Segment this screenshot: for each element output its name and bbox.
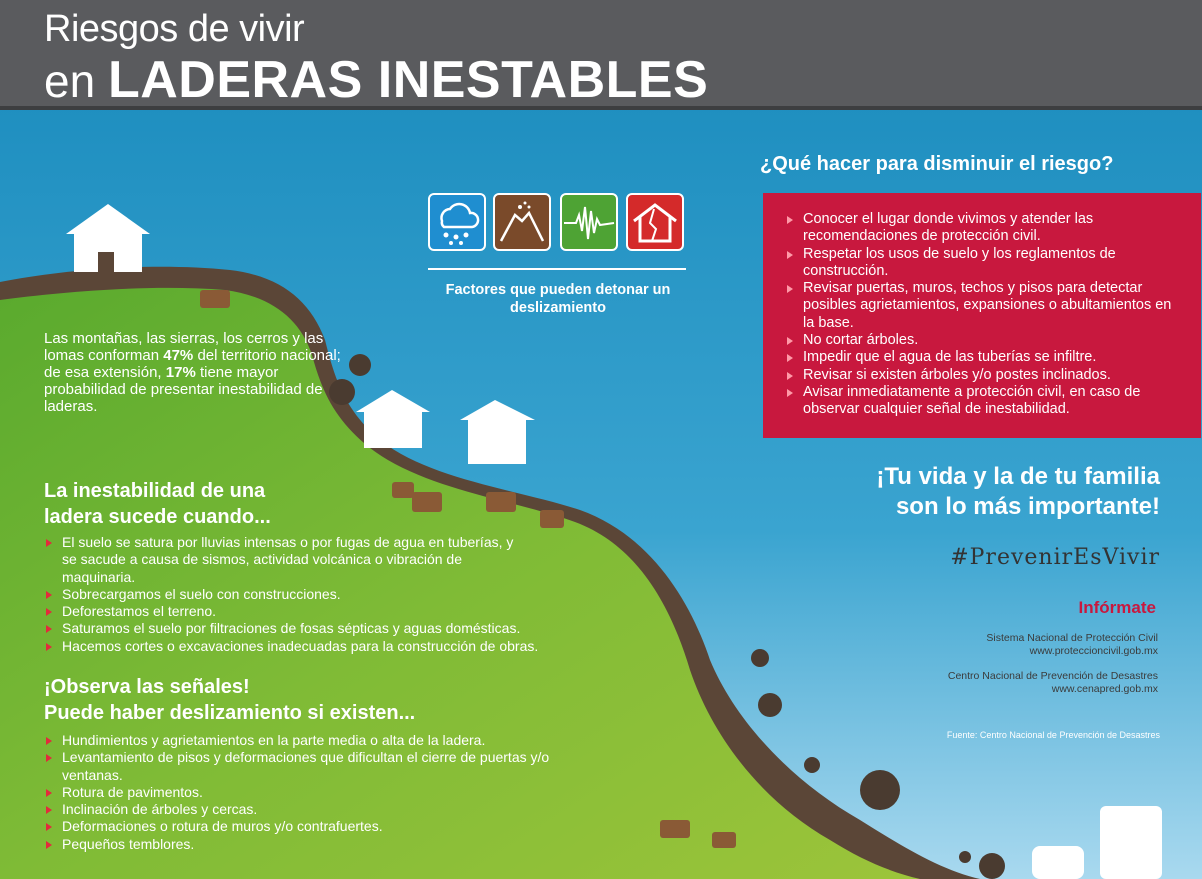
list-item: Revisar si existen árboles y/o postes inclinados. [785, 367, 1185, 384]
signals-title [44, 674, 504, 726]
signals-title-line2: Puede haber deslizamiento si existen... [44, 702, 416, 724]
actions-box [763, 193, 1201, 438]
slogan-line1: ¡Tu vida y la de tu familia [876, 463, 1160, 490]
contact-url[interactable]: www.cenapred.gob.mx [1051, 683, 1158, 695]
contact-name: Centro Nacional de Prevención de Desastres [947, 670, 1158, 682]
causes-list [44, 534, 539, 655]
list-item: Saturamos el suelo por filtraciones de fosas sépticas y aguas domésticas. [44, 620, 622, 637]
contact-cenapred [858, 670, 1158, 696]
list-item: Revisar puertas, muros, techos y pisos para detectar posibles agrietamientos, expansiones o abultamientos en la base. [785, 280, 1185, 332]
signals-title-line1: ¡Observa las señales! [44, 676, 250, 698]
list-item: Sobrecargamos el suelo con construcciones. [44, 586, 514, 603]
list-item: El suelo se satura por lluvias intensas o por fugas de agua en tuberías, y se sacude a causa de sismos, actividad volcánica o vibración de maquinaria. [44, 534, 514, 586]
list-item: Deforestamos el terreno. [44, 603, 514, 620]
rain-icon [428, 193, 486, 251]
intro-text-3: tiene mayor probabilidad de presentar inestabilidad de laderas. [44, 364, 323, 415]
title-main: LADERAS INESTABLES [107, 51, 709, 109]
causes-title: La inestabilidad de una ladera sucede cuando... [44, 480, 271, 528]
actions-list [785, 211, 1185, 419]
factors-divider [428, 268, 686, 270]
contact-name: Sistema Nacional de Protección Civil [986, 632, 1158, 644]
intro-text-2: del territorio nacional; de esa extensión, [44, 347, 341, 381]
list-item: Pequeños temblores. [44, 836, 564, 853]
list-item: Hundimientos y agrietamientos en la parte media o alta de la ladera. [44, 732, 564, 749]
title-prefix: en [44, 55, 96, 107]
list-item: Levantamiento de pisos y deformaciones que dificultan el cierre de puertas y/o ventanas. [44, 749, 564, 784]
actions-title: ¿Qué hacer para disminuir el riesgo? [760, 153, 1114, 175]
list-item: Conocer el lugar donde vivimos y atender las recomendaciones de protección civil. [785, 211, 1185, 246]
title-line1: Riesgos de vivir [44, 8, 305, 50]
title-line2 [44, 50, 708, 110]
list-item: Avisar inmediatamente a protección civil, en caso de observar cualquier señal de inestabilidad. [785, 384, 1185, 419]
contact-url[interactable]: www.proteccioncivil.gob.mx [1029, 645, 1158, 657]
list-item: Rotura de pavimentos. [44, 784, 564, 801]
damaged-house-icon [626, 193, 684, 251]
source-note: Fuente: Centro Nacional de Prevención de Desastres [946, 730, 1160, 740]
slogan-line2: son lo más importante! [895, 493, 1160, 520]
signals-list [44, 732, 564, 853]
list-item: Inclinación de árboles y cercas. [44, 801, 564, 818]
list-item: No cortar árboles. [785, 332, 1185, 349]
factors-caption: Factores que pueden detonar un deslizamiento [445, 282, 671, 316]
list-item: Hacemos cortes o excavaciones inadecuadas para la construcción de obras. [44, 638, 642, 655]
volcano-icon [493, 193, 551, 251]
intro-paragraph [44, 330, 344, 415]
contact-sinaproc [858, 632, 1158, 658]
list-item: Respetar los usos de suelo y los reglamentos de construcción. [785, 246, 1185, 281]
intro-text-1: Las montañas, las sierras, los cerros y las lomas conforman [44, 330, 324, 364]
hashtag: #PrevenirEsVivir [950, 545, 1160, 570]
list-item: Deformaciones o rotura de muros y/o contrafuertes. [44, 818, 564, 835]
list-item: Impedir que el agua de las tuberías se infiltre. [785, 349, 1185, 366]
intro-pct-2: 17% [165, 364, 196, 381]
seismograph-icon [560, 193, 618, 251]
slogan [780, 462, 1160, 522]
intro-pct-1: 47% [163, 347, 194, 364]
informate-title: Infórmate [1078, 598, 1156, 617]
header-bar [0, 0, 1202, 110]
